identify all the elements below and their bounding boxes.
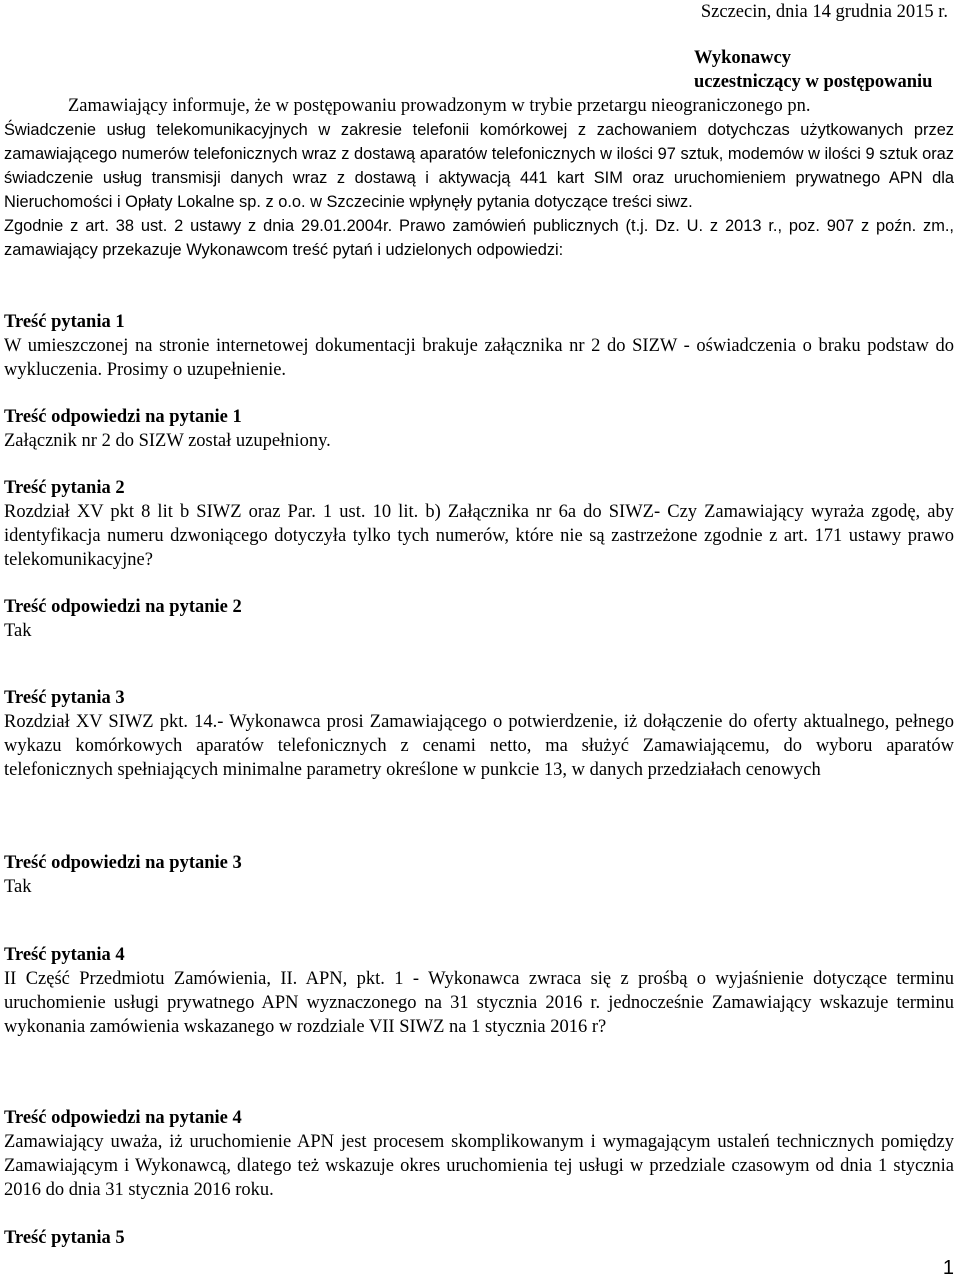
question-heading: Treść pytania 5 — [4, 1228, 125, 1248]
answer-text: Zamawiający uważa, iż uruchomienie APN jest procesem skomplikowanym i wymagającym ustaleń technicznych pomiędzy Zamawiającym i Wykonawcą, dlatego też wskazuje okres uruchomienia tej usługi w przedziale czasowym od dnia 1 stycznia 2016 do dnia 31 stycznia 2016 roku. — [4, 1132, 954, 1200]
question-heading: Treść pytania 4 — [4, 945, 125, 965]
intro-statement: Zamawiający informuje, że w postępowaniu prowadzonym w trybie przetargu nieograniczonego pn. — [68, 96, 811, 116]
answer-text: Tak — [4, 621, 32, 641]
legal-basis: Zgodnie z art. 38 ust. 2 ustawy z dnia 29.01.2004r. Prawo zamówień publicznych (t.j. Dz. U. z 2013 r., poz. 907 z poźn. zm., zamawiający przekazuje Wykonawcom treść pytań i udzielonych odpowiedzi: — [4, 217, 954, 259]
question-heading: Treść pytania 2 — [4, 478, 125, 498]
question-4 — [4, 943, 954, 1039]
question-heading: Treść pytania 3 — [4, 688, 125, 708]
recipient-block — [694, 46, 932, 94]
question-5 — [4, 1226, 954, 1250]
document-date: Szczecin, dnia 14 grudnia 2015 r. — [700, 2, 948, 22]
answer-heading: Treść odpowiedzi na pytanie 3 — [4, 853, 242, 873]
page-number: 1 — [942, 1257, 954, 1279]
question-2 — [4, 476, 954, 572]
answer-heading: Treść odpowiedzi na pytanie 2 — [4, 597, 242, 617]
question-text: Rozdział XV pkt 8 lit b SIWZ oraz Par. 1 ust. 10 lit. b) Załącznika nr 6a do SIWZ- Czy Zamawiający wyraża zgodę, aby identyfikacja numeru dzwoniącego dotyczyła tylko tych numerów, które nie są zastrzeżone zgodnie z art. 171 ustawy prawo telekomunikacyjne? — [4, 502, 954, 570]
answer-text: Załącznik nr 2 do SIZW został uzupełniony. — [4, 431, 331, 451]
answer-2 — [4, 595, 954, 643]
recipient-line: uczestniczący w postępowaniu — [694, 72, 933, 92]
recipient-line: Wykonawcy — [694, 48, 791, 68]
question-1 — [4, 310, 954, 382]
procurement-subject: Świadczenie usług telekomunikacyjnych w zakresie telefonii komórkowej z zachowaniem dotychczas użytkowanych przez zamawiającego numerów telefonicznych wraz z dostawą aparatów telefonicznych w ilości 97 sztuk, modemów w ilości 9 sztuk oraz świadczenie usług transmisji danych wraz z dostawą i aktywacją 441 kart SIM oraz uruchomieniem prywatnego APN dla Nieruchomości i Opłaty Lokalne sp. z o.o. w Szczecinie wpłynęły pytania dotyczące treści siwz. — [4, 121, 954, 211]
answer-4 — [4, 1106, 954, 1202]
answer-heading: Treść odpowiedzi na pytanie 4 — [4, 1108, 242, 1128]
question-text: Rozdział XV SIWZ pkt. 14.- Wykonawca prosi Zamawiającego o potwierdzenie, iż dołączenie do oferty aktualnego, pełnego wykazu komórkowych aparatów telefonicznych z cenami netto, ma służyć Zamawiającemu, do wyboru aparatów telefonicznych spełniających minimalne parametry określone w punkcie 13, w danych przedziałach cenowych — [4, 712, 954, 780]
answer-3 — [4, 851, 954, 899]
question-text: W umieszczonej na stronie internetowej dokumentacji brakuje załącznika nr 2 do SIZW - oświadczenia o braku podstaw do wykluczenia. Prosimy o uzupełnienie. — [4, 336, 954, 380]
question-heading: Treść pytania 1 — [4, 312, 125, 332]
intro-section — [4, 94, 954, 262]
answer-1 — [4, 405, 954, 453]
answer-text: Tak — [4, 877, 32, 897]
question-3 — [4, 686, 954, 782]
answer-heading: Treść odpowiedzi na pytanie 1 — [4, 407, 242, 427]
question-text: II Część Przedmiotu Zamówienia, II. APN, pkt. 1 - Wykonawca zwraca się z prośbą o wyjaśnienie dotyczące terminu uruchomienie usługi prywatnego APN wyznaczonego na 31 stycznia 2016 r. jednocześnie Zamawiający wskazuje terminu wykonania zamówienia wskazanego w rozdziale VII SIWZ na 1 stycznia 2016 r? — [4, 969, 954, 1037]
